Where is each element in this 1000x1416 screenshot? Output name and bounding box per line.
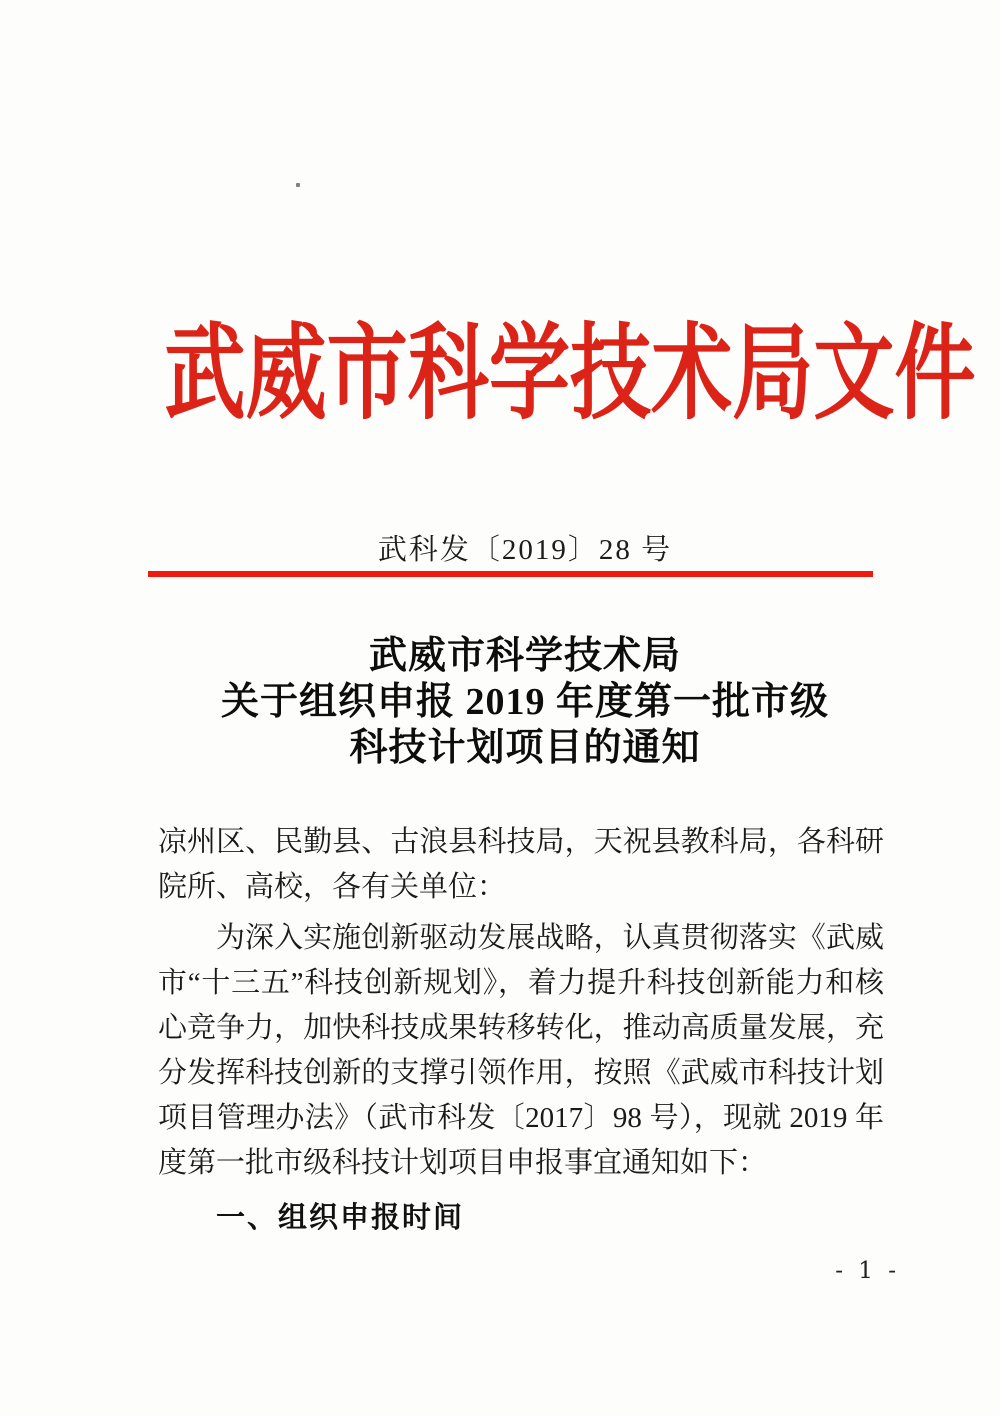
notice-title [50, 633, 1000, 771]
notice-title-line-3: 科技计划项目的通知 [349, 727, 701, 769]
scan-speck [296, 183, 300, 187]
notice-title-line-2: 关于组织申报 2019 年度第一批市级 [220, 681, 829, 723]
masthead-title: 武威市科学技术局文件 [164, 317, 976, 432]
page-number: - 1 - [835, 1258, 900, 1284]
red-separator-rule [148, 571, 873, 577]
salutation: 凉州区、民勤县、古浪县科技局，天祝县教科局，各科研院所、高校，各有关单位： [158, 826, 884, 903]
masthead [50, 316, 1000, 435]
section-heading: 一、组织申报时间 [216, 1202, 465, 1234]
body-paragraph: 为深入实施创新驱动发展战略，认真贯彻落实《武威市“十三五”科技创新规划》，着力提升科技创新能力和核心竞争力，加快科技成果转移转化，推动高质量发展，充分发挥科技创新的支撑引领作用，按照《武威市科技计划项目管理办法》（武市科发〔2017〕98 号），现就 2019 年度第一批市级科技计划项目申报事宜通知如下： [158, 922, 884, 1179]
document-number: 武科发〔2019〕28 号 [377, 534, 673, 566]
notice-title-line-1: 武威市科学技术局 [368, 635, 681, 677]
document-body [158, 820, 884, 1241]
